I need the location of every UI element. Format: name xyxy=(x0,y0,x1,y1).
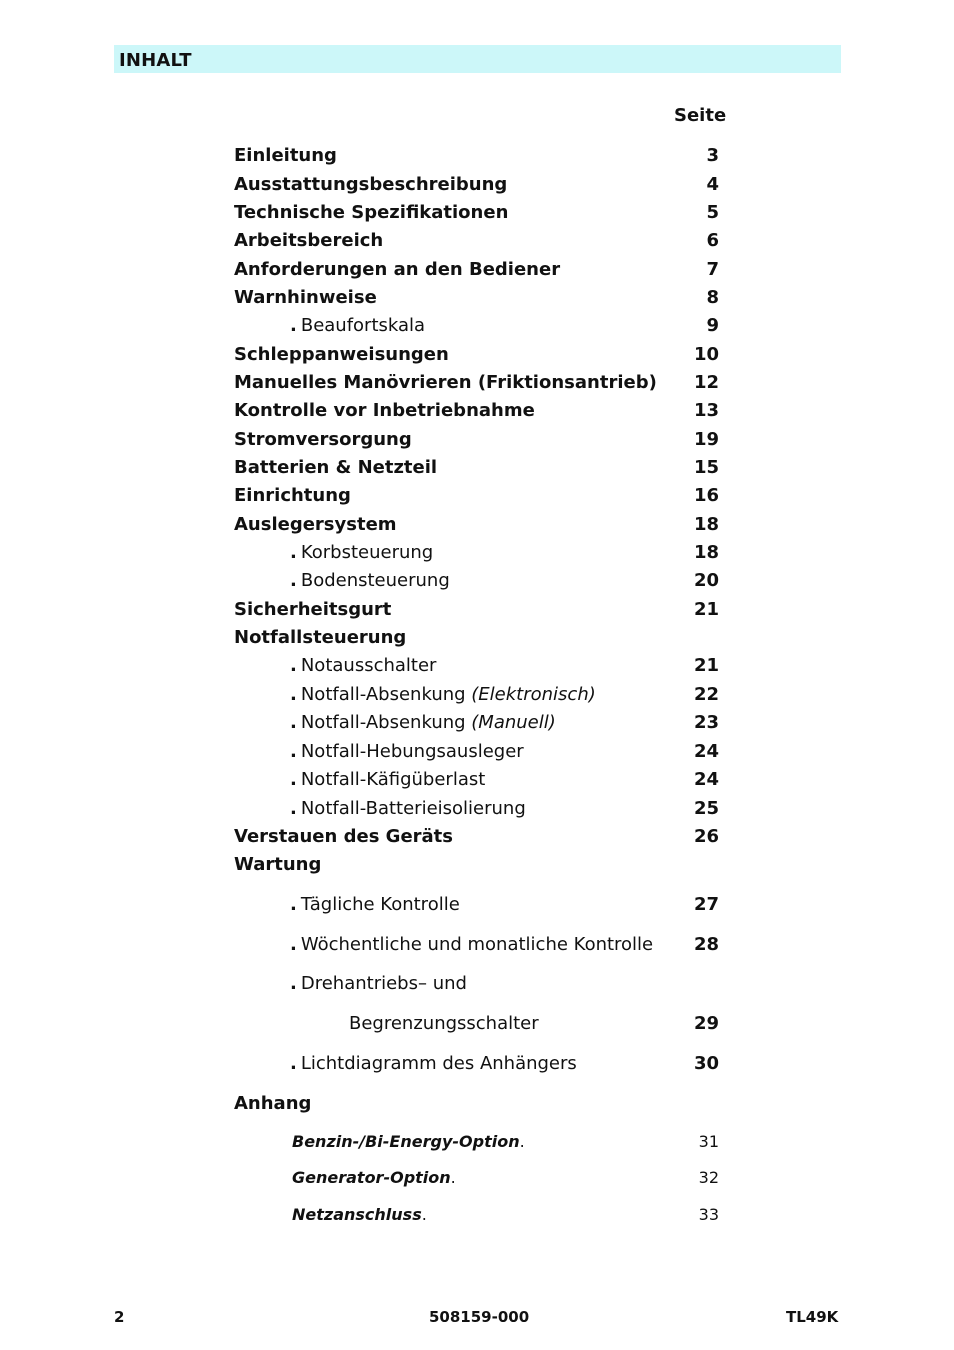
toc-entry-title xyxy=(234,457,437,479)
toc-entry-page-number: 7 xyxy=(706,259,719,280)
toc-entry-title-text: Stromversorgung xyxy=(234,429,412,450)
toc-entry-title xyxy=(234,599,391,621)
toc-entry-title-text: Technische Spezifikationen xyxy=(234,202,509,223)
toc-entry-title xyxy=(234,230,383,252)
toc-entry-title xyxy=(234,259,560,281)
bullet-dot-icon: . xyxy=(290,542,297,563)
toc-entry-generator xyxy=(0,1167,954,1195)
toc-entry-title-text: Bodensteuerung xyxy=(300,570,450,591)
toc-entry-title-text: Anforderungen an den Bediener xyxy=(234,259,561,280)
toc-entry-page-number: 32 xyxy=(698,1168,719,1187)
toc-entry-page-number: 5 xyxy=(706,202,719,223)
toc-entry-batterieisolierung xyxy=(0,798,954,826)
toc-entry-title xyxy=(234,145,337,167)
bullet-dot-icon: . xyxy=(290,655,297,676)
toc-entry-woechentlich xyxy=(0,934,954,962)
toc-entry-title-text: Notausschalter xyxy=(300,655,437,676)
footer-document-number: 508159-000 xyxy=(429,1308,530,1326)
bullet-dot-icon: . xyxy=(290,973,297,994)
toc-entry-title-text: Lichtdiagramm des Anhängers xyxy=(300,1053,577,1074)
toc-entry-title xyxy=(234,1093,311,1115)
toc-entry-page-number: 25 xyxy=(693,798,719,819)
toc-entry-title-text: Drehantriebs– und xyxy=(300,973,467,994)
toc-entry-title-text: Auslegersystem xyxy=(234,514,397,535)
toc-entry-page-number: 19 xyxy=(693,429,719,450)
toc-entry-page-number: 15 xyxy=(693,457,719,478)
toc-entry-title-text: Notfall-Hebungsausleger xyxy=(300,741,524,762)
toc-entry-title-text: Batterien & Netzteil xyxy=(234,457,438,478)
bullet-dot-icon: . xyxy=(290,712,297,733)
toc-entry-title xyxy=(234,485,351,507)
toc-entry-title xyxy=(290,894,460,916)
toc-entry-lichtdiagramm xyxy=(0,1053,954,1081)
toc-entry-manuelles xyxy=(0,372,954,400)
toc-entry-title xyxy=(290,741,524,763)
bullet-dot-icon: . xyxy=(290,315,297,336)
toc-entry-schleppanweisungen xyxy=(0,344,954,372)
toc-entry-verstauen xyxy=(0,826,954,854)
toc-entry-title xyxy=(234,174,507,196)
toc-entry-page-number: 18 xyxy=(693,514,719,535)
toc-entry-title-qualifier: (Manuell) xyxy=(471,712,556,733)
section-title: INHALT xyxy=(119,50,192,71)
toc-entry-title xyxy=(290,973,467,995)
footer-model: TL49K xyxy=(786,1308,839,1326)
toc-entry-title-text: Notfallsteuerung xyxy=(234,627,407,648)
toc-entry-title-text: Benzin-/Bi-Energy-Option xyxy=(292,1132,520,1151)
toc-entry-page-number: 31 xyxy=(698,1132,719,1151)
toc-entry-title-text: Notfall-Absenkung xyxy=(300,712,472,733)
bullet-dot-icon: . xyxy=(290,741,297,762)
toc-entry-title-text: Korbsteuerung xyxy=(300,542,434,563)
toc-entry-title-text: Einrichtung xyxy=(234,485,351,506)
toc-entry-title xyxy=(349,1013,539,1035)
toc-entry-title xyxy=(292,1204,427,1226)
toc-entry-netzanschluss xyxy=(0,1204,954,1232)
toc-entry-title-text: Netzanschluss xyxy=(292,1205,422,1224)
toc-entry-einrichtung xyxy=(0,485,954,513)
toc-entry-ausleger xyxy=(0,514,954,542)
toc-entry-page-number: 21 xyxy=(693,655,719,676)
toc-entry-title-text: Notfall-Käfigüberlast xyxy=(300,769,486,790)
toc-entry-beaufortskala xyxy=(0,315,954,343)
toc-entry-bodensteuerung xyxy=(0,570,954,598)
toc-entry-title xyxy=(290,315,425,337)
toc-entry-page-number: 16 xyxy=(693,485,719,506)
toc-entry-title xyxy=(290,712,556,734)
toc-entry-page-number: 13 xyxy=(693,400,719,421)
toc-entry-page-number: 22 xyxy=(693,684,719,705)
toc-entry-page-number: 3 xyxy=(706,145,719,166)
toc-entry-korbsteuerung xyxy=(0,542,954,570)
toc-entry-title xyxy=(234,826,453,848)
toc-entry-title-text: Ausstattungsbeschreibung xyxy=(234,174,508,195)
toc-entry-absenkung-elek xyxy=(0,684,954,712)
toc-entry-title xyxy=(290,684,596,706)
toc-entry-title-text: Notfall-Batterieisolierung xyxy=(300,798,526,819)
toc-entry-title-text: Manuelles Manövrieren (Friktionsantrieb) xyxy=(234,372,657,393)
bullet-dot-icon: . xyxy=(290,769,297,790)
toc-entry-title xyxy=(290,1053,577,1075)
toc-entry-batterien xyxy=(0,457,954,485)
toc-entry-notausschalter xyxy=(0,655,954,683)
toc-entry-title xyxy=(234,400,535,422)
toc-entry-arbeitsbereich xyxy=(0,230,954,258)
toc-entry-page-number: 21 xyxy=(693,599,719,620)
toc-entry-warnhinweise xyxy=(0,287,954,315)
toc-entry-page-number: 18 xyxy=(693,542,719,563)
toc-entry-title-text: Schleppanweisungen xyxy=(234,344,449,365)
toc-entry-hebungsausleger xyxy=(0,741,954,769)
toc-entry-page-number: 26 xyxy=(693,826,719,847)
toc-entry-page-number: 33 xyxy=(698,1205,719,1224)
toc-entry-title-text: Arbeitsbereich xyxy=(234,230,384,251)
toc-entry-page-number: 24 xyxy=(693,769,719,790)
toc-entry-title xyxy=(234,202,508,224)
toc-entry-drehantrieb xyxy=(0,973,954,1001)
toc-entry-anhang xyxy=(0,1093,954,1121)
toc-entry-page-number: 29 xyxy=(693,1013,719,1034)
bullet-dot-icon: . xyxy=(290,934,297,955)
toc-entry-title-text: Sicherheitsgurt xyxy=(234,599,392,620)
toc-entry-anforderungen xyxy=(0,259,954,287)
page-column-label: Seite xyxy=(674,105,727,126)
toc-entry-page-number: 30 xyxy=(693,1053,719,1074)
toc-entry-page-number: 28 xyxy=(693,934,719,955)
toc-entry-notfallsteuerung xyxy=(0,627,954,655)
toc-entry-title-text: Generator-Option xyxy=(292,1168,451,1187)
toc-entry-title xyxy=(290,655,436,677)
toc-entry-page-number: 23 xyxy=(693,712,719,733)
toc-entry-taeglich xyxy=(0,894,954,922)
toc-entry-title-text: Wartung xyxy=(234,854,322,875)
toc-entry-title-text: Notfall-Absenkung xyxy=(300,684,472,705)
toc-entry-absenkung-man xyxy=(0,712,954,740)
toc-entry-title-text: Einleitung xyxy=(234,145,337,166)
toc-entry-title xyxy=(290,542,433,564)
toc-entry-title xyxy=(234,854,321,876)
footer-page-number: 2 xyxy=(114,1308,125,1326)
toc-entry-title xyxy=(290,570,450,592)
toc-entry-title-qualifier: (Elektronisch) xyxy=(471,684,596,705)
trailing-dot: . xyxy=(421,1205,427,1224)
toc-entry-page-number: 12 xyxy=(693,372,719,393)
bullet-dot-icon: . xyxy=(290,1053,297,1074)
toc-entry-title-text: Kontrolle vor Inbetriebnahme xyxy=(234,400,535,421)
section-header-bar xyxy=(114,45,841,73)
toc-entry-kaefigueberlast xyxy=(0,769,954,797)
toc-entry-title-text: Warnhinweise xyxy=(234,287,377,308)
toc-entry-title xyxy=(234,344,449,366)
toc-entry-ausstattung xyxy=(0,174,954,202)
toc-entry-begrenzung xyxy=(0,1013,954,1041)
toc-entry-page-number: 4 xyxy=(706,174,719,195)
toc-entry-title xyxy=(290,934,653,956)
toc-entry-benzin xyxy=(0,1131,954,1159)
bullet-dot-icon: . xyxy=(290,798,297,819)
toc-entry-einleitung xyxy=(0,145,954,173)
toc-entry-sicherheitsgurt xyxy=(0,599,954,627)
trailing-dot: . xyxy=(450,1168,456,1187)
toc-entry-title xyxy=(234,514,397,536)
toc-entry-title-text: Wöchentliche und monatliche Kontrolle xyxy=(300,934,654,955)
toc-entry-page-number: 10 xyxy=(693,344,719,365)
toc-entry-wartung xyxy=(0,854,954,882)
toc-entry-page-number: 6 xyxy=(706,230,719,251)
toc-entry-technik xyxy=(0,202,954,230)
toc-entry-title xyxy=(292,1167,456,1189)
trailing-dot: . xyxy=(519,1132,525,1151)
toc-entry-title-text: Begrenzungsschalter xyxy=(349,1013,539,1034)
toc-entry-title xyxy=(290,769,485,791)
toc-entry-title xyxy=(234,429,412,451)
toc-entry-title xyxy=(234,372,657,394)
toc-entry-title xyxy=(290,798,526,820)
toc-entry-page-number: 24 xyxy=(693,741,719,762)
toc-entry-kontrolle xyxy=(0,400,954,428)
toc-entry-stromversorgung xyxy=(0,429,954,457)
toc-entry-title-text: Beaufortskala xyxy=(300,315,426,336)
toc-entry-page-number: 20 xyxy=(693,570,719,591)
toc-entry-title xyxy=(234,287,377,309)
toc-entry-title xyxy=(292,1131,525,1153)
bullet-dot-icon: . xyxy=(290,684,297,705)
toc-entry-title xyxy=(234,627,406,649)
bullet-dot-icon: . xyxy=(290,570,297,591)
toc-entry-title-text: Verstauen des Geräts xyxy=(234,826,453,847)
bullet-dot-icon: . xyxy=(290,894,297,915)
toc-entry-title-text: Tägliche Kontrolle xyxy=(300,894,460,915)
toc-entry-title-text: Anhang xyxy=(234,1093,312,1114)
toc-entry-page-number: 8 xyxy=(706,287,719,308)
toc-entry-page-number: 9 xyxy=(706,315,719,336)
toc-entry-page-number: 27 xyxy=(693,894,719,915)
